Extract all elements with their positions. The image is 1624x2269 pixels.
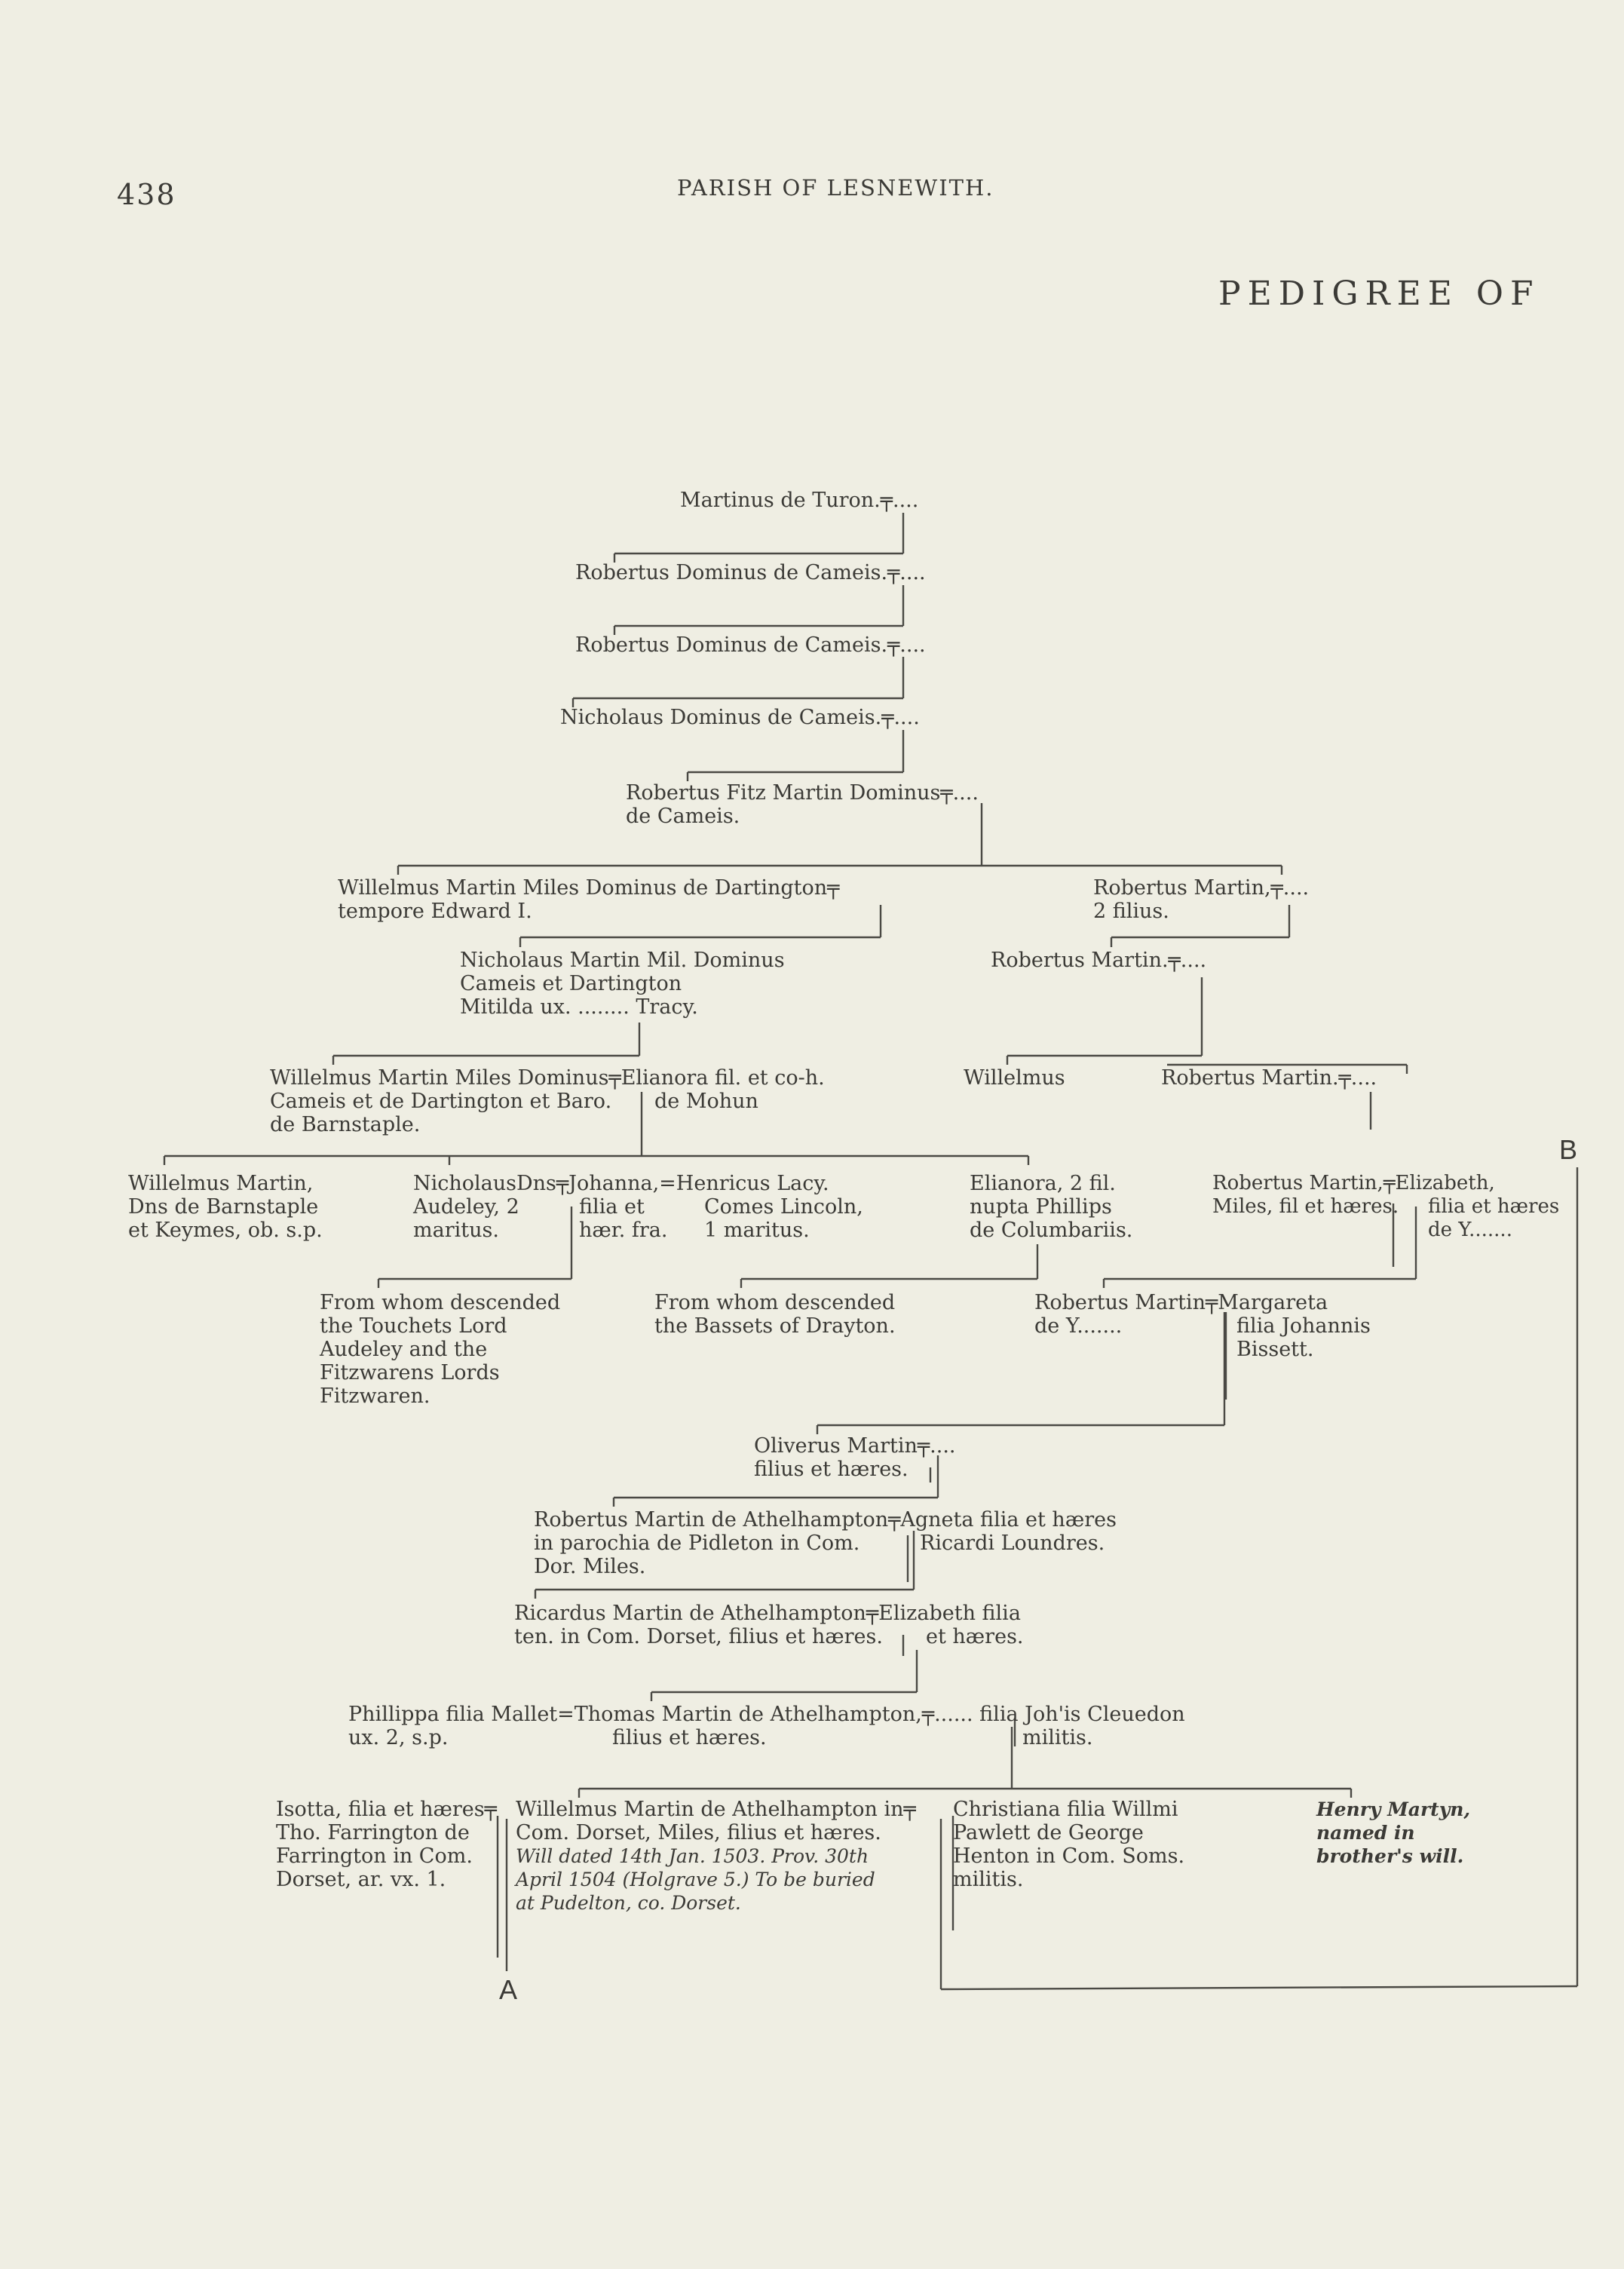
- christiana: [953, 1798, 1184, 1891]
- robertus-2-filius-line-1: Robertus Martin,╤....: [1093, 876, 1310, 900]
- nicholaus-mil-line-2: Cameis et Dartington: [460, 972, 682, 995]
- willelmus-baro-line-1: Willelmus Martin Miles Dominus╤Elianora fil. et co-h.: [270, 1066, 825, 1090]
- elizabeth-y: [1428, 1195, 1559, 1242]
- robertus-2-filius: [1093, 876, 1309, 923]
- agneta: Ricardi Loundres.: [920, 1532, 1105, 1555]
- robertus-athelhampton-line-3: Dor. Miles.: [534, 1555, 646, 1578]
- isotta-line-3: Farrington in Com.: [276, 1844, 473, 1868]
- isotta-line-1: Isotta, filia et hæres╤: [276, 1798, 497, 1821]
- isotta-line-4: Dorset, ar. vx. 1.: [276, 1868, 446, 1891]
- henry-line-3: brother's will.: [1316, 1845, 1464, 1867]
- oliverus-line-1: Oliverus Martin╤....: [754, 1434, 956, 1458]
- will-note-line-1: Will dated 14th Jan. 1503. Prov. 30th: [516, 1845, 869, 1867]
- ricardus-line-2: ten. in Com. Dorset, filius et hæres.: [514, 1625, 883, 1648]
- marker-b: B: [1559, 1134, 1578, 1165]
- margareta-line-1: filia Johannis: [1236, 1314, 1371, 1338]
- cleuedon: militis.: [1022, 1726, 1093, 1749]
- johanna: [579, 1195, 667, 1242]
- touchets-line-4: Fitzwarens Lords: [320, 1361, 500, 1384]
- christiana-line-2: Pawlett de George: [953, 1821, 1144, 1844]
- nicholaus-mil: [460, 949, 785, 1019]
- willelmus-athelhampton: [516, 1798, 916, 1844]
- will-note: [516, 1844, 875, 1915]
- elianora-2-line-1: Elianora, 2 fil.: [970, 1172, 1116, 1195]
- elianora-mohun: de Mohun: [654, 1090, 758, 1113]
- willelmus-baro-line-3: de Barnstaple.: [270, 1113, 421, 1136]
- will-note-line-3: at Pudelton, co. Dorset.: [516, 1892, 741, 1914]
- section-title: PEDIGREE OF: [1218, 274, 1540, 313]
- willelmus-barnstaple: [128, 1172, 323, 1242]
- elianora-2-line-2: nupta Phillips: [970, 1195, 1112, 1219]
- elizabeth-filia: et hæres.: [926, 1625, 1024, 1648]
- henry-line-1: Henry Martyn,: [1316, 1798, 1471, 1820]
- robertus-athelhampton-line-1: Robertus Martin de Athelhampton╤Agneta filia et hæres: [534, 1508, 1117, 1532]
- willelmus-baro-line-2: Cameis et de Dartington et Baro.: [270, 1090, 612, 1113]
- touchets-line-5: Fitzwaren.: [320, 1384, 431, 1408]
- willelmus-barnstaple-line-3: et Keymes, ob. s.p.: [128, 1219, 323, 1242]
- bassets-note: [654, 1291, 896, 1338]
- oliverus: [754, 1434, 955, 1481]
- henry-martyn: [1316, 1798, 1470, 1868]
- robertus-2-filius-line-2: 2 filius.: [1093, 900, 1169, 923]
- will-note-line-2: April 1504 (Holgrave 5.) To be buried: [516, 1869, 875, 1890]
- willelmus-dartington: [338, 876, 839, 923]
- touchets-line-2: the Touchets Lord: [320, 1314, 507, 1338]
- christiana-line-1: Christiana filia Willmi: [953, 1798, 1178, 1821]
- marker-a: A: [499, 1974, 518, 2005]
- elizabeth-y-line-2: de Y.......: [1428, 1219, 1512, 1241]
- margareta: [1236, 1314, 1371, 1361]
- fitz-martin-line-1: Robertus Fitz Martin Dominus╤....: [626, 781, 979, 805]
- willelmus-barnstaple-line-2: Dns de Barnstaple: [128, 1195, 319, 1219]
- robertus-margareta-line-2: de Y.......: [1034, 1314, 1123, 1338]
- willelmus-athelhampton-line-1: Willelmus Martin de Athelhampton in╤: [516, 1798, 916, 1821]
- willelmus-short: Willelmus: [964, 1066, 1065, 1090]
- nicholaus-audeley-line-3: maritus.: [413, 1219, 499, 1242]
- touchets-note: [320, 1291, 560, 1408]
- henry-line-2: named in: [1316, 1822, 1415, 1844]
- bassets-line-1: From whom descended: [654, 1291, 896, 1314]
- willelmus-dartington-line-2: tempore Edward I.: [338, 900, 532, 923]
- robertus-martin-a: Robertus Martin.╤....: [991, 949, 1207, 972]
- robertus-margareta-line-1: Robertus Martin╤Margareta: [1034, 1291, 1328, 1314]
- nicholaus-audeley-line-1: NicholausDns╤Johanna,=Henricus Lacy.: [413, 1172, 829, 1195]
- thomas-line-1: Phillippa filia Mallet=Thomas Martin de Athelhampton,╤...... filia Joh'is Cleuedon: [348, 1703, 1185, 1726]
- thomas-line-3: filius et hæres.: [612, 1726, 767, 1749]
- willelmus-dartington-line-1: Willelmus Martin Miles Dominus de Dartington╤: [338, 876, 840, 900]
- robertus-athelhampton-line-2: in parochia de Pidleton in Com.: [534, 1532, 860, 1555]
- robertus-miles-line-1: Robertus Martin,╤Elizabeth,: [1212, 1172, 1495, 1194]
- margareta-line-2: Bissett.: [1236, 1338, 1314, 1361]
- oliverus-line-2: filius et hæres.: [754, 1458, 909, 1481]
- fitz-martin-line-2: de Cameis.: [626, 805, 740, 828]
- nicholaus-mil-line-3: Mitilda ux. ........ Tracy.: [460, 995, 698, 1019]
- martinus-de-turon: Martinus de Turon.╤....: [680, 489, 919, 512]
- page-number: 438: [117, 178, 176, 211]
- nicholaus-mil-line-1: Nicholaus Martin Mil. Dominus: [460, 949, 785, 972]
- johanna-line-1: filia et: [579, 1195, 645, 1219]
- touchets-line-3: Audeley and the: [320, 1338, 488, 1361]
- ricardus-line-1: Ricardus Martin de Athelhampton╤Elizabeth filia: [514, 1602, 1021, 1625]
- henricus-line-1: Comes Lincoln,: [704, 1195, 863, 1219]
- willelmus-barnstaple-line-1: Willelmus Martin,: [128, 1172, 314, 1195]
- henricus: [704, 1195, 863, 1242]
- henricus-line-2: 1 maritus.: [704, 1219, 810, 1242]
- elianora-2: [970, 1172, 1132, 1242]
- elizabeth-y-line-1: filia et hæres: [1428, 1195, 1560, 1218]
- johanna-line-2: hær. fra.: [579, 1219, 668, 1242]
- robertus-dominus-2: Robertus Dominus de Cameis.╤....: [575, 633, 926, 657]
- christiana-line-4: militis.: [953, 1868, 1024, 1891]
- robertus-dominus-1: Robertus Dominus de Cameis.╤....: [575, 561, 926, 584]
- nicholaus-audeley-line-2: Audeley, 2: [413, 1195, 519, 1219]
- elianora-2-line-3: de Columbariis.: [970, 1219, 1133, 1242]
- christiana-line-3: Henton in Com. Soms.: [953, 1844, 1185, 1868]
- bassets-line-2: the Bassets of Drayton.: [654, 1314, 896, 1338]
- touchets-line-1: From whom descended: [320, 1291, 561, 1314]
- robertus-martin-b: Robertus Martin.╤....: [1161, 1066, 1377, 1090]
- isotta-line-2: Tho. Farrington de: [276, 1821, 470, 1844]
- nicholaus-dominus: Nicholaus Dominus de Cameis.╤....: [560, 706, 920, 729]
- thomas-line-2: ux. 2, s.p.: [348, 1726, 449, 1749]
- willelmus-athelhampton-line-2: Com. Dorset, Miles, filius et hæres.: [516, 1821, 881, 1844]
- isotta: [276, 1798, 497, 1891]
- running-title: PARISH OF LESNEWITH.: [677, 175, 994, 201]
- robertus-miles-line-2: Miles, fil et hæres.: [1212, 1195, 1399, 1218]
- robertus-fitz-martin: [626, 781, 979, 828]
